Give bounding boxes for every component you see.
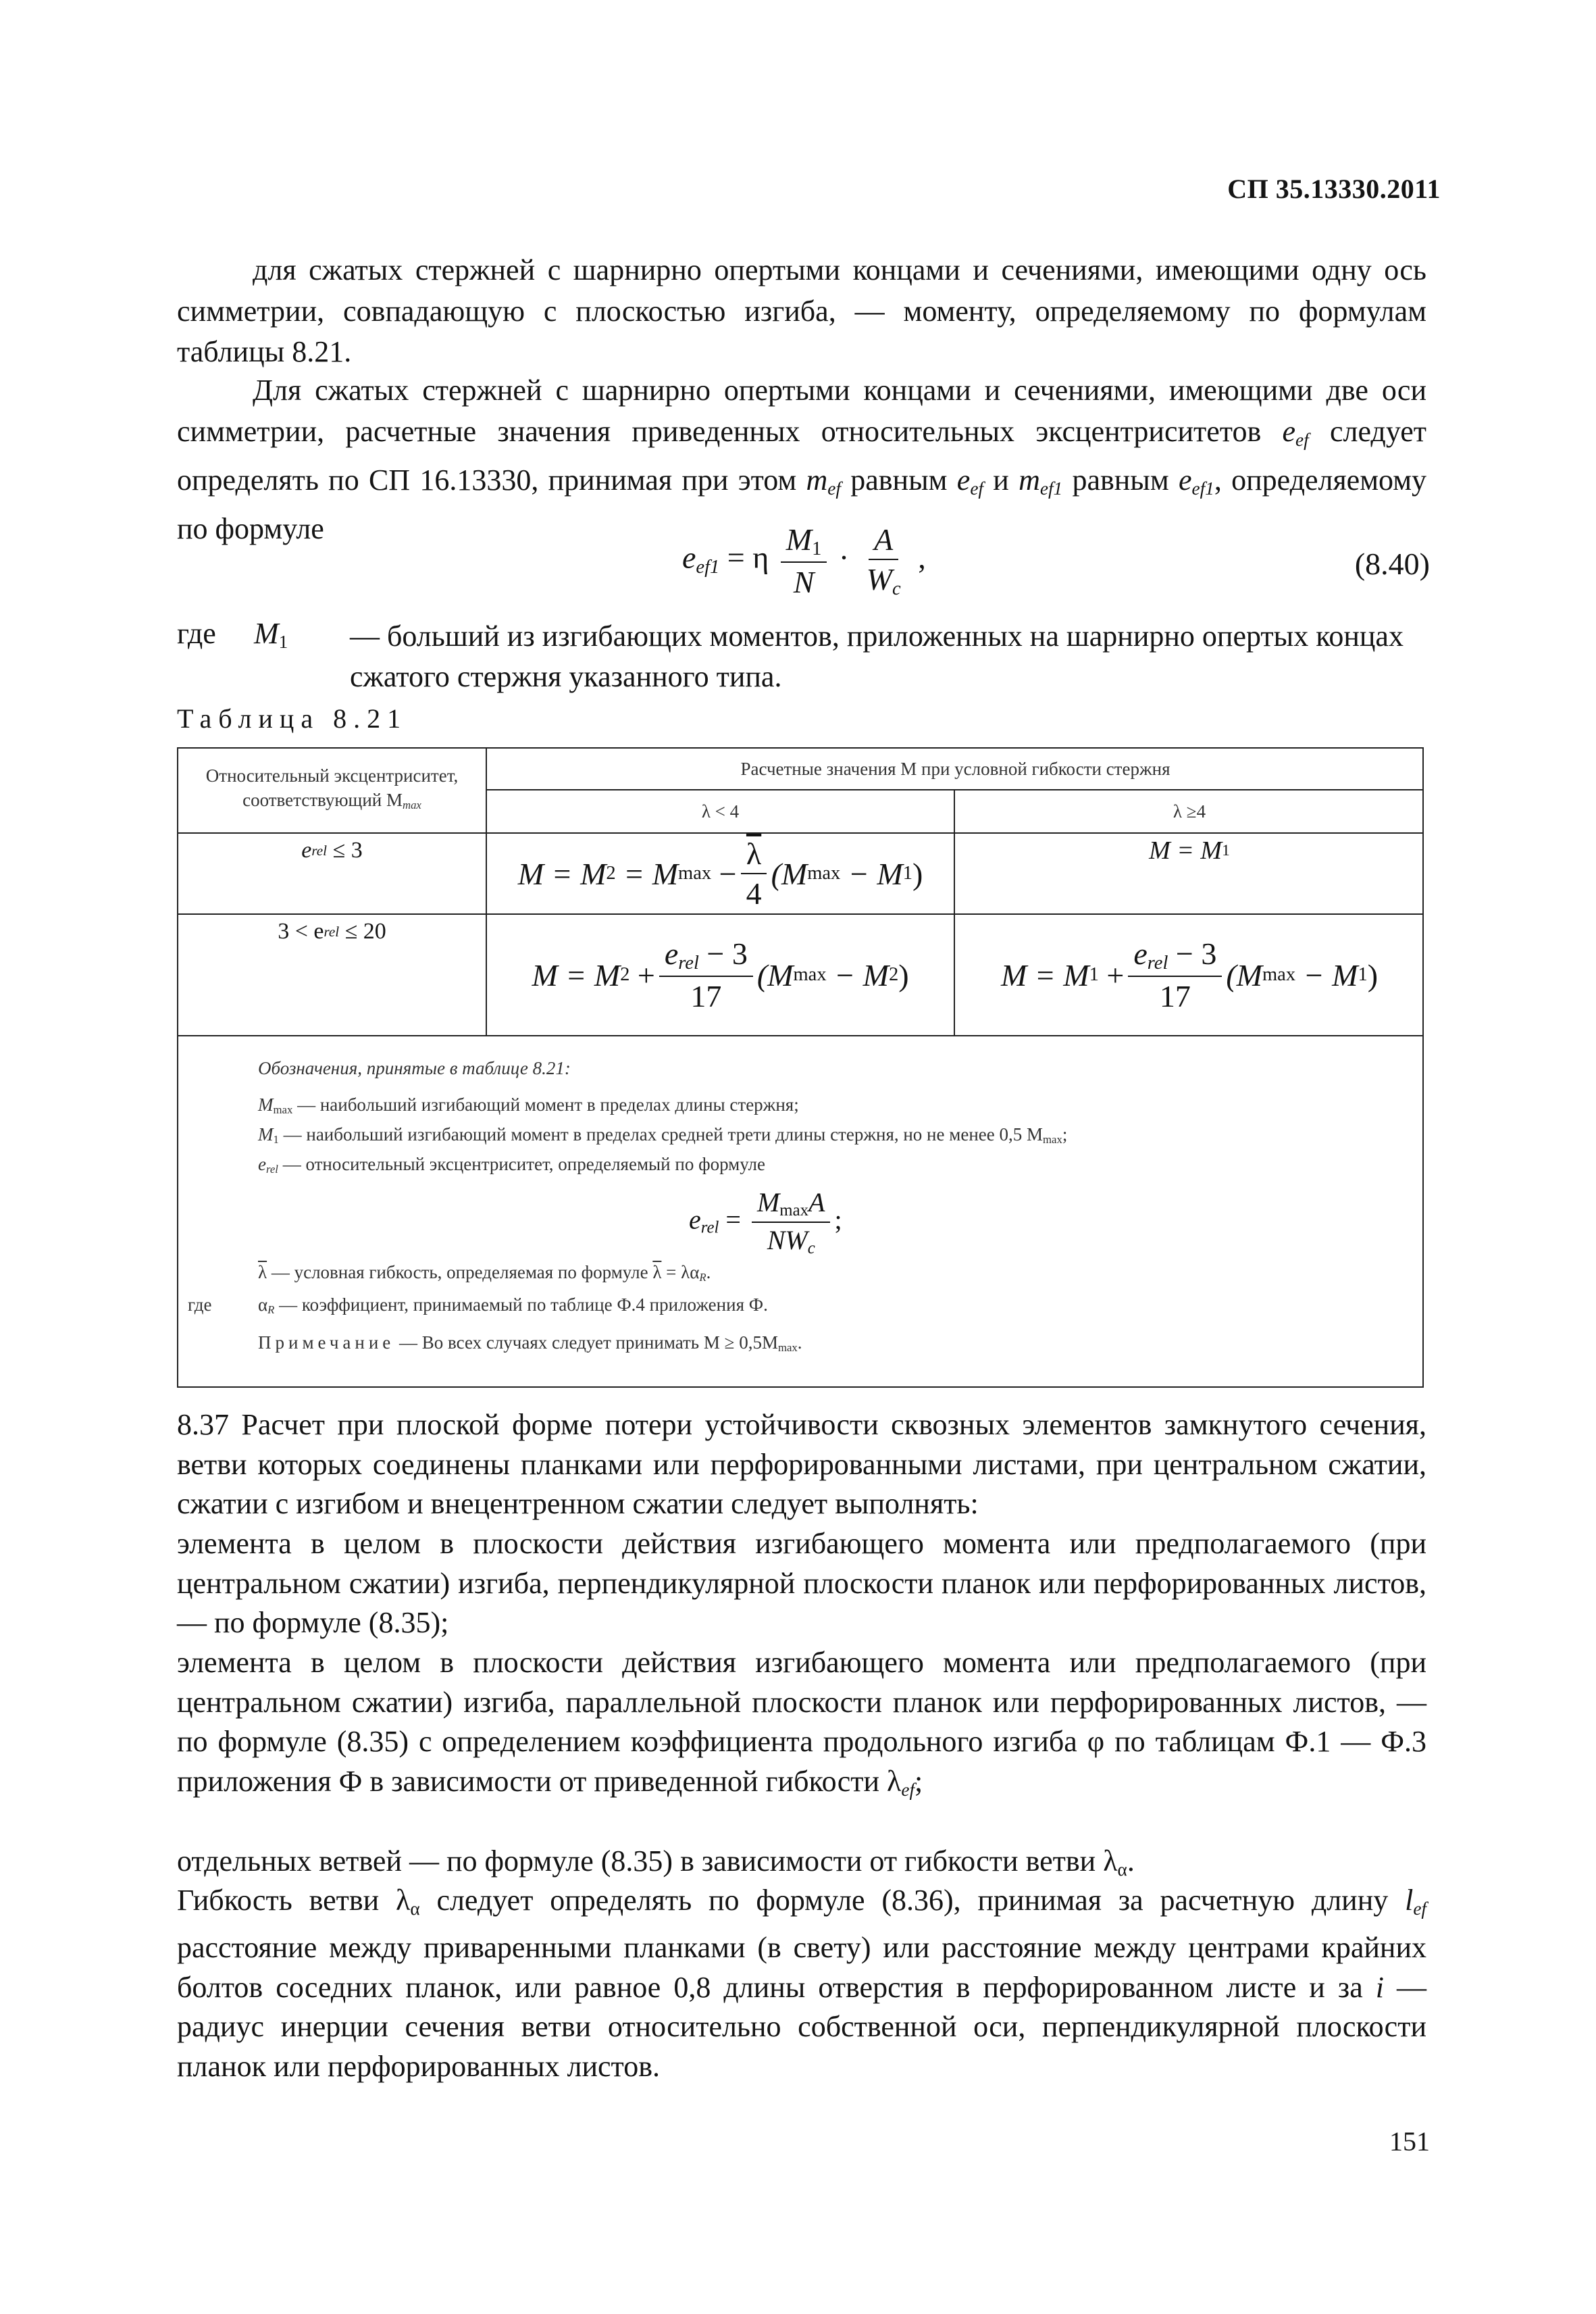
row1-formula-lambda-lt4: M = M 2 = M max − $\frac{\overline{\lambda}}{4}$ (M max − M 1 ) [517,836,923,911]
row2-condition: 3 < e rel ≤ 20 [278,919,386,944]
section-8-37-paragraph-2: элемента в целом в плоскости действия изгибающего момента или предполагаемого (при центральном сжатии) изгиба, перпендикулярной плоскости планок или перфорированных листов, — по формуле (8.35); [177,1527,1426,1639]
section-8-37-paragraph-4: отдельных ветвей — по формуле (8.35) в зависимости от гибкости ветви $\lambda_\alpha$. [177,1844,1135,1880]
note-where-label: где [188,1294,212,1315]
intro-paragraph-2: Для сжатых стержней с шарнирно опертыми концами и сечениями, имеющими две оси симметрии, расчетные значения приведенных относительных эксцентриситетов eef следует определять по СП 16.13330, принимая при этом mef равным eef и mef1 равным eef1, определяемому по формуле [177,374,1427,546]
formula-8-40: $e_{ef1} = \eta$ $\frac{M_1}{N}$ · $\frac{A}{Wc}$ , [682,522,926,600]
table-caption: Таблица 8.21 [177,703,408,734]
table-subheader-lambda-ge4: λ ≥4 [1173,801,1206,822]
fraction-m1-n: $\frac{M_1}{N}$ [781,522,827,600]
where-symbol: $M_1$ [254,617,288,652]
table-subheader-lambda-lt4: λ < 4 [701,801,740,822]
intro-paragraph-1: для сжатых стержней с шарнирно опертыми концами и сечениями, имеющими одну ось симметрии, совпадающую с плоскостью изгиба, — моменту, определяемому по формулам таблицы 8.21. [177,253,1426,368]
fraction-a-wc: $\frac{A}{Wc}$ [866,522,901,600]
row2-formula-lambda-ge4: M = M 1 + $\frac{\text{erel − 3}}{17}$ (M max − M 1 ) [1000,936,1379,1014]
row1-formula-lambda-ge4: M = M 1 [1149,836,1230,865]
note-mmax: $M_{max}$ — наибольший изгибающий момент в пределах длины стержня; [258,1095,799,1117]
row1-condition: e rel ≤ 3 [301,838,363,863]
page-number: 151 [1389,2126,1430,2157]
note-erel-formula: erel = $\frac{M_{max}A}{\text{NWc}}$ ; [689,1187,842,1258]
note-remark: Примечание — Во всех случаях следует принимать $M \ge 0,5M_{max}$. [258,1332,802,1355]
document-code: СП 35.13330.2011 [1227,174,1441,204]
formula-number: (8.40) [1354,547,1430,581]
notes-title: Обозначения, принятые в таблице 8.21: [258,1058,571,1078]
table-8-21 [177,747,1424,1388]
section-8-37-paragraph-5: Гибкость ветви $\lambda_\alpha$ следует определять по формуле (8.36), принимая за расчетную длину lef расстояние между приваренными планками (в свету) или расстояние между центрами крайних болтов соседних планок, или равное 0,8 длины отверстия в перфорированном листе и за i — радиус инерции сечения ветви относительно собственной оси, перпендикулярной плоскости планок или перфорированных листов. [177,1884,1427,2083]
section-8-37-paragraph-3: элемента в целом в плоскости действия изгибающего момента или предполагаемого (при центральном сжатии) изгиба, параллельной плоскости планок или перфорированных листов, — по формуле (8.35) с определением коэффициента продольного изгиба φ по таблицам Ф.1 — Ф.3 приложения Ф в зависимости от приведенной гибкости λef; [177,1646,1426,1800]
note-lambda: $\overline{\lambda}$ — условная гибкость, определяемая по формуле $\overline{\lambda} = \lambda\alpha R$. [258,1262,711,1284]
table-header-values: Расчетные значения M при условной гибкости стержня [740,759,1170,779]
where-definition: — больший из изгибающих моментов, приложенных на шарнирно опертых концах сжатого стержня указанного типа. [350,620,1404,693]
section-8-37-paragraph-1: 8.37 Расчет при плоской форме потери устойчивости сквозных элементов замкнутого сечения, ветви которых соединены планками или перфорированными листами, при центральном сжатии, сжатии с изгибом и внецентренном сжатии следует выполнять: [177,1408,1426,1520]
table-header-eccentricity: Относительный эксцентриситет, соответствующий Mmax [205,765,459,812]
where-label: где [177,617,216,650]
note-m1: $M_1$ — наибольший изгибающий момент в пределах средней трети длины стержня, но не менее 0,5 $M_{max}$; [258,1124,1068,1147]
note-alpha: αR — коэффициент, принимаемый по таблице Ф.4 приложения Ф. [258,1294,768,1317]
note-erel: erel — относительный эксцентриситет, определяемый по формуле [258,1154,766,1176]
row2-formula-lambda-lt4: M = M 2 + $\frac{\text{erel − 3}}{17}$ (M max − M 2 ) [532,936,909,1014]
